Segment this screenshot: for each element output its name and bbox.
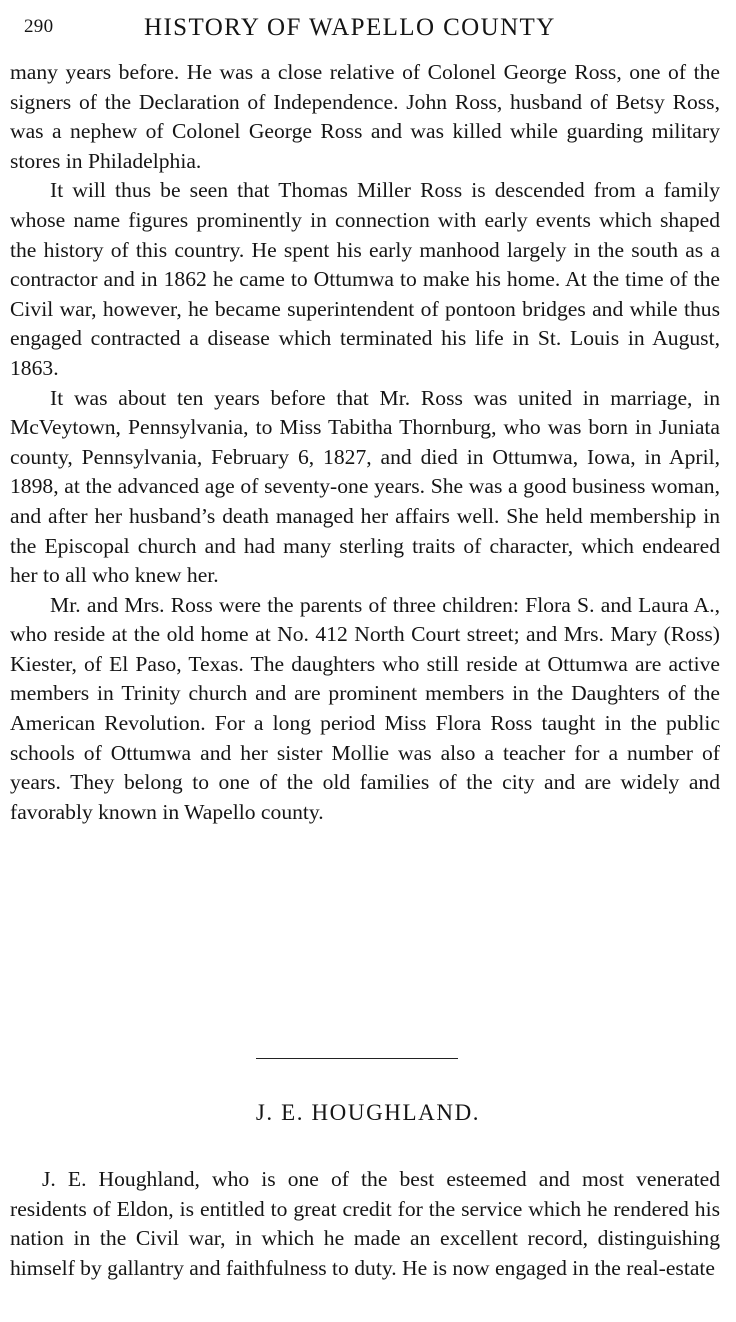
body-text <box>10 58 720 827</box>
section-heading: J. E. HOUGHLAND. <box>255 1100 481 1125</box>
page-number: 290 <box>24 16 54 37</box>
running-title: HISTORY OF WAPELLO COUNTY <box>144 14 556 41</box>
section-divider <box>256 1058 458 1059</box>
paragraph-houghland: J. E. Houghland, who is one of the best esteemed and most venerated residents of Eldon, is entitled to great credit for the service which he rendered his nation in the Civil war, in which he made an excellent record, distinguishing himself by gallantry and faithfulness to duty. He is now engaged in the real-estate <box>10 1167 720 1280</box>
running-head <box>24 10 724 46</box>
paragraph-continuation: many years before. He was a close relative of Colonel George Ross, one of the signers of the Declaration of Independence. John Ross, husband of Betsy Ross, was a nephew of Colonel George Ross and was killed while guarding military stores in Philadelphia. <box>10 60 720 173</box>
paragraph-ross-marriage: It was about ten years before that Mr. Ross was united in marriage, in McVeytown, Pennsylvania, to Miss Tabitha Thornburg, who was born in Juniata county, Pennsylvania, February 6, 1827, and died in Ottumwa, Iowa, in April, 1898, at the advanced age of seventy-one years. She was a good business woman, and after her husband’s death managed her affairs well. She held membership in the Episcopal church and had many sterling traits of character, which endeared her to all who knew her. <box>10 385 720 588</box>
paragraph-ross-children: Mr. and Mrs. Ross were the parents of three children: Flora S. and Laura A., who reside at the old home at No. 412 North Court street; and Mrs. Mary (Ross) Kiester, of El Paso, Texas. The daughters who still reside at Ottumwa are active members in Trinity church and are prominent members in the Daughters of the American Revolution. For a long period Miss Flora Ross taught in the public schools of Ottumwa and her sister Mollie was also a teacher for a number of years. They belong to one of the old families of the city and are widely and favorably known in Wapello county. <box>10 592 720 824</box>
section-text <box>10 1165 720 1283</box>
paragraph-ross-descent: It will thus be seen that Thomas Miller Ross is descended from a family whose name figures prominently in connection with early events which shaped the history of this country. He spent his early manhood largely in the south as a contractor and in 1862 he came to Ottumwa to make his home. At the time of the Civil war, however, he became superintendent of pontoon bridges and while thus engaged contracted a disease which terminated his life in St. Louis in August, 1863. <box>10 178 720 380</box>
